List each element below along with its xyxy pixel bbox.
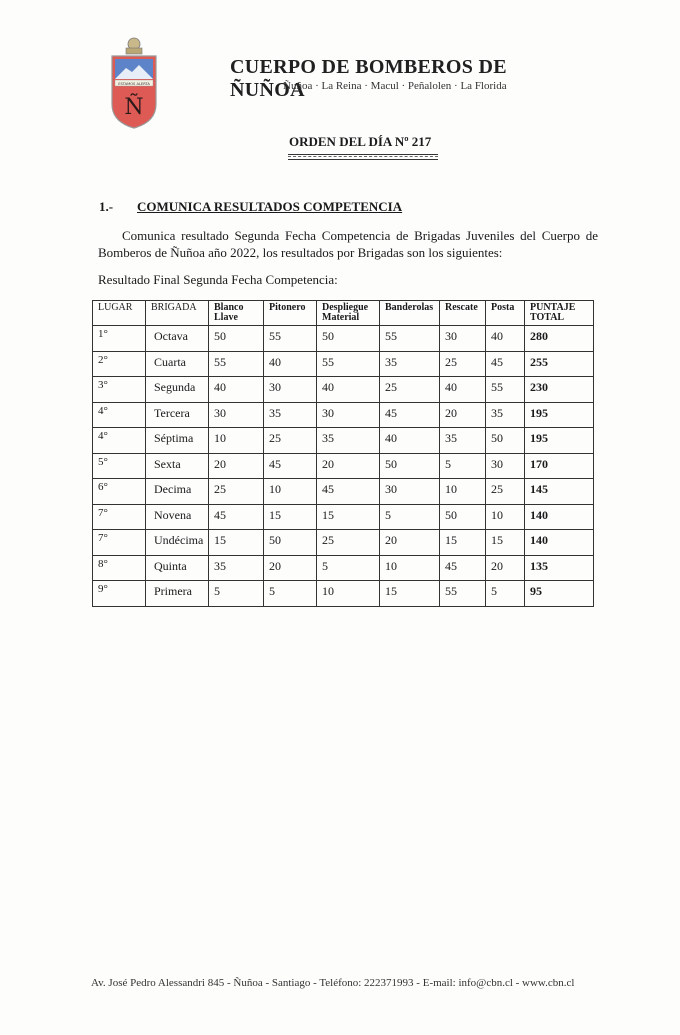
cell-lugar: 7° — [93, 504, 146, 530]
cell-rescate: 25 — [440, 351, 486, 377]
cell-rescate: 50 — [440, 504, 486, 530]
cell-posta: 35 — [486, 402, 525, 428]
cell-pitonero: 20 — [264, 555, 317, 581]
header-banderolas: Banderolas — [380, 301, 440, 326]
cell-lugar: 4° — [93, 428, 146, 454]
cell-rescate: 45 — [440, 555, 486, 581]
table-row — [93, 581, 594, 607]
cell-blanco-llave: 35 — [209, 555, 264, 581]
organization-name: CUERPO DE BOMBEROS DE ÑUÑOA — [230, 56, 507, 101]
cell-despliegue-material: 35 — [317, 428, 380, 454]
cell-puntaje-total: 135 — [525, 555, 594, 581]
table-row — [93, 453, 594, 479]
cell-despliegue-material: 10 — [317, 581, 380, 607]
cell-rescate: 15 — [440, 530, 486, 556]
cell-rescate: 20 — [440, 402, 486, 428]
cell-brigada: Cuarta — [146, 351, 209, 377]
cell-brigada: Octava — [146, 326, 209, 352]
organization-communes: Ñuñoa · La Reina · Macul · Peñalolen · La Florida — [283, 80, 507, 92]
cell-banderolas: 20 — [380, 530, 440, 556]
cell-banderolas: 30 — [380, 479, 440, 505]
footer-contact-line: Av. José Pedro Alessandri 845 - Ñuñoa - Santiago - Teléfono: 222371993 - E-mail: info@cbn.cl - www.cbn.cl — [91, 977, 575, 989]
cell-brigada: Decima — [146, 479, 209, 505]
cell-puntaje-total: 230 — [525, 377, 594, 403]
header-puntaje-total: PUNTAJE TOTAL — [525, 301, 594, 326]
cell-brigada: Undécima — [146, 530, 209, 556]
table-row — [93, 351, 594, 377]
cell-rescate: 40 — [440, 377, 486, 403]
cell-lugar: 2° — [93, 351, 146, 377]
cell-brigada: Tercera — [146, 402, 209, 428]
cell-lugar: 5° — [93, 453, 146, 479]
table-row — [93, 428, 594, 454]
cell-puntaje-total: 140 — [525, 530, 594, 556]
cell-blanco-llave: 25 — [209, 479, 264, 505]
cell-rescate: 10 — [440, 479, 486, 505]
table-row — [93, 377, 594, 403]
cell-posta: 25 — [486, 479, 525, 505]
cell-puntaje-total: 280 — [525, 326, 594, 352]
crest-letter: Ñ — [124, 95, 144, 120]
header-brigada: BRIGADA — [146, 301, 209, 326]
cell-despliegue-material: 50 — [317, 326, 380, 352]
section-title: COMUNICA RESULTADOS COMPETENCIA — [137, 199, 403, 214]
cell-blanco-llave: 5 — [209, 581, 264, 607]
table-row — [93, 326, 594, 352]
cell-brigada: Sexta — [146, 453, 209, 479]
table-row — [93, 555, 594, 581]
cell-lugar: 7° — [93, 530, 146, 556]
cell-despliegue-material: 5 — [317, 555, 380, 581]
cell-brigada: Primera — [146, 581, 209, 607]
cell-rescate: 30 — [440, 326, 486, 352]
cell-brigada: Séptima — [146, 428, 209, 454]
cell-puntaje-total: 255 — [525, 351, 594, 377]
header-despliegue-material: Despliegue Material — [317, 301, 380, 326]
cell-pitonero: 10 — [264, 479, 317, 505]
cell-blanco-llave: 55 — [209, 351, 264, 377]
cell-pitonero: 50 — [264, 530, 317, 556]
cell-blanco-llave: 50 — [209, 326, 264, 352]
header-rescate: Rescate — [440, 301, 486, 326]
cell-blanco-llave: 45 — [209, 504, 264, 530]
cell-lugar: 6° — [93, 479, 146, 505]
cell-lugar: 1° — [93, 326, 146, 352]
cell-pitonero: 5 — [264, 581, 317, 607]
cell-puntaje-total: 145 — [525, 479, 594, 505]
cell-banderolas: 40 — [380, 428, 440, 454]
cell-pitonero: 40 — [264, 351, 317, 377]
crest-motto: ESTAMOS ALERTA — [118, 81, 150, 86]
cell-brigada: Quinta — [146, 555, 209, 581]
cell-lugar: 9° — [93, 581, 146, 607]
table-row — [93, 402, 594, 428]
cell-blanco-llave: 20 — [209, 453, 264, 479]
cell-lugar: 8° — [93, 555, 146, 581]
section-number: 1.- — [99, 199, 114, 214]
cell-banderolas: 10 — [380, 555, 440, 581]
cell-despliegue-material: 55 — [317, 351, 380, 377]
cell-banderolas: 5 — [380, 504, 440, 530]
table-row — [93, 530, 594, 556]
cell-puntaje-total: 95 — [525, 581, 594, 607]
table-header-row — [93, 301, 594, 326]
cell-pitonero: 30 — [264, 377, 317, 403]
cell-banderolas: 15 — [380, 581, 440, 607]
cell-despliegue-material: 15 — [317, 504, 380, 530]
cell-banderolas: 50 — [380, 453, 440, 479]
cell-despliegue-material: 25 — [317, 530, 380, 556]
cell-lugar: 4° — [93, 402, 146, 428]
cell-despliegue-material: 20 — [317, 453, 380, 479]
header-lugar: LUGAR — [93, 301, 146, 326]
cell-banderolas: 45 — [380, 402, 440, 428]
table-row — [93, 479, 594, 505]
cell-blanco-llave: 40 — [209, 377, 264, 403]
cell-brigada: Segunda — [146, 377, 209, 403]
cell-posta: 20 — [486, 555, 525, 581]
cell-banderolas: 25 — [380, 377, 440, 403]
cell-blanco-llave: 10 — [209, 428, 264, 454]
cell-posta: 10 — [486, 504, 525, 530]
cell-posta: 5 — [486, 581, 525, 607]
cell-posta: 50 — [486, 428, 525, 454]
cell-banderolas: 35 — [380, 351, 440, 377]
cell-posta: 45 — [486, 351, 525, 377]
cell-despliegue-material: 30 — [317, 402, 380, 428]
results-table — [92, 300, 594, 607]
header-pitonero: Pitonero — [264, 301, 317, 326]
cell-despliegue-material: 45 — [317, 479, 380, 505]
section-paragraph: Comunica resultado Segunda Fecha Competencia de Brigadas Juveniles del Cuerpo de Bomberos de Ñuñoa año 2022, los resultados por Brigadas son los siguientes: — [98, 228, 598, 260]
cell-pitonero: 55 — [264, 326, 317, 352]
title-double-underline — [288, 154, 438, 160]
cell-posta: 40 — [486, 326, 525, 352]
header-blanco-llave: Blanco Llave — [209, 301, 264, 326]
cell-despliegue-material: 40 — [317, 377, 380, 403]
cell-brigada: Novena — [146, 504, 209, 530]
cell-pitonero: 45 — [264, 453, 317, 479]
cell-rescate: 55 — [440, 581, 486, 607]
cell-pitonero: 35 — [264, 402, 317, 428]
cell-banderolas: 55 — [380, 326, 440, 352]
result-label: Resultado Final Segunda Fecha Competencia: — [98, 272, 338, 287]
table-row — [93, 504, 594, 530]
cell-rescate: 35 — [440, 428, 486, 454]
cell-blanco-llave: 30 — [209, 402, 264, 428]
fire-department-crest-logo — [108, 34, 160, 130]
cell-pitonero: 25 — [264, 428, 317, 454]
cell-pitonero: 15 — [264, 504, 317, 530]
cell-posta: 30 — [486, 453, 525, 479]
cell-puntaje-total: 195 — [525, 402, 594, 428]
cell-puntaje-total: 170 — [525, 453, 594, 479]
cell-puntaje-total: 140 — [525, 504, 594, 530]
cell-blanco-llave: 15 — [209, 530, 264, 556]
header-posta: Posta — [486, 301, 525, 326]
cell-lugar: 3° — [93, 377, 146, 403]
cell-posta: 15 — [486, 530, 525, 556]
cell-puntaje-total: 195 — [525, 428, 594, 454]
cell-posta: 55 — [486, 377, 525, 403]
cell-rescate: 5 — [440, 453, 486, 479]
order-of-the-day-title: ORDEN DEL DÍA Nº 217 — [289, 134, 432, 149]
